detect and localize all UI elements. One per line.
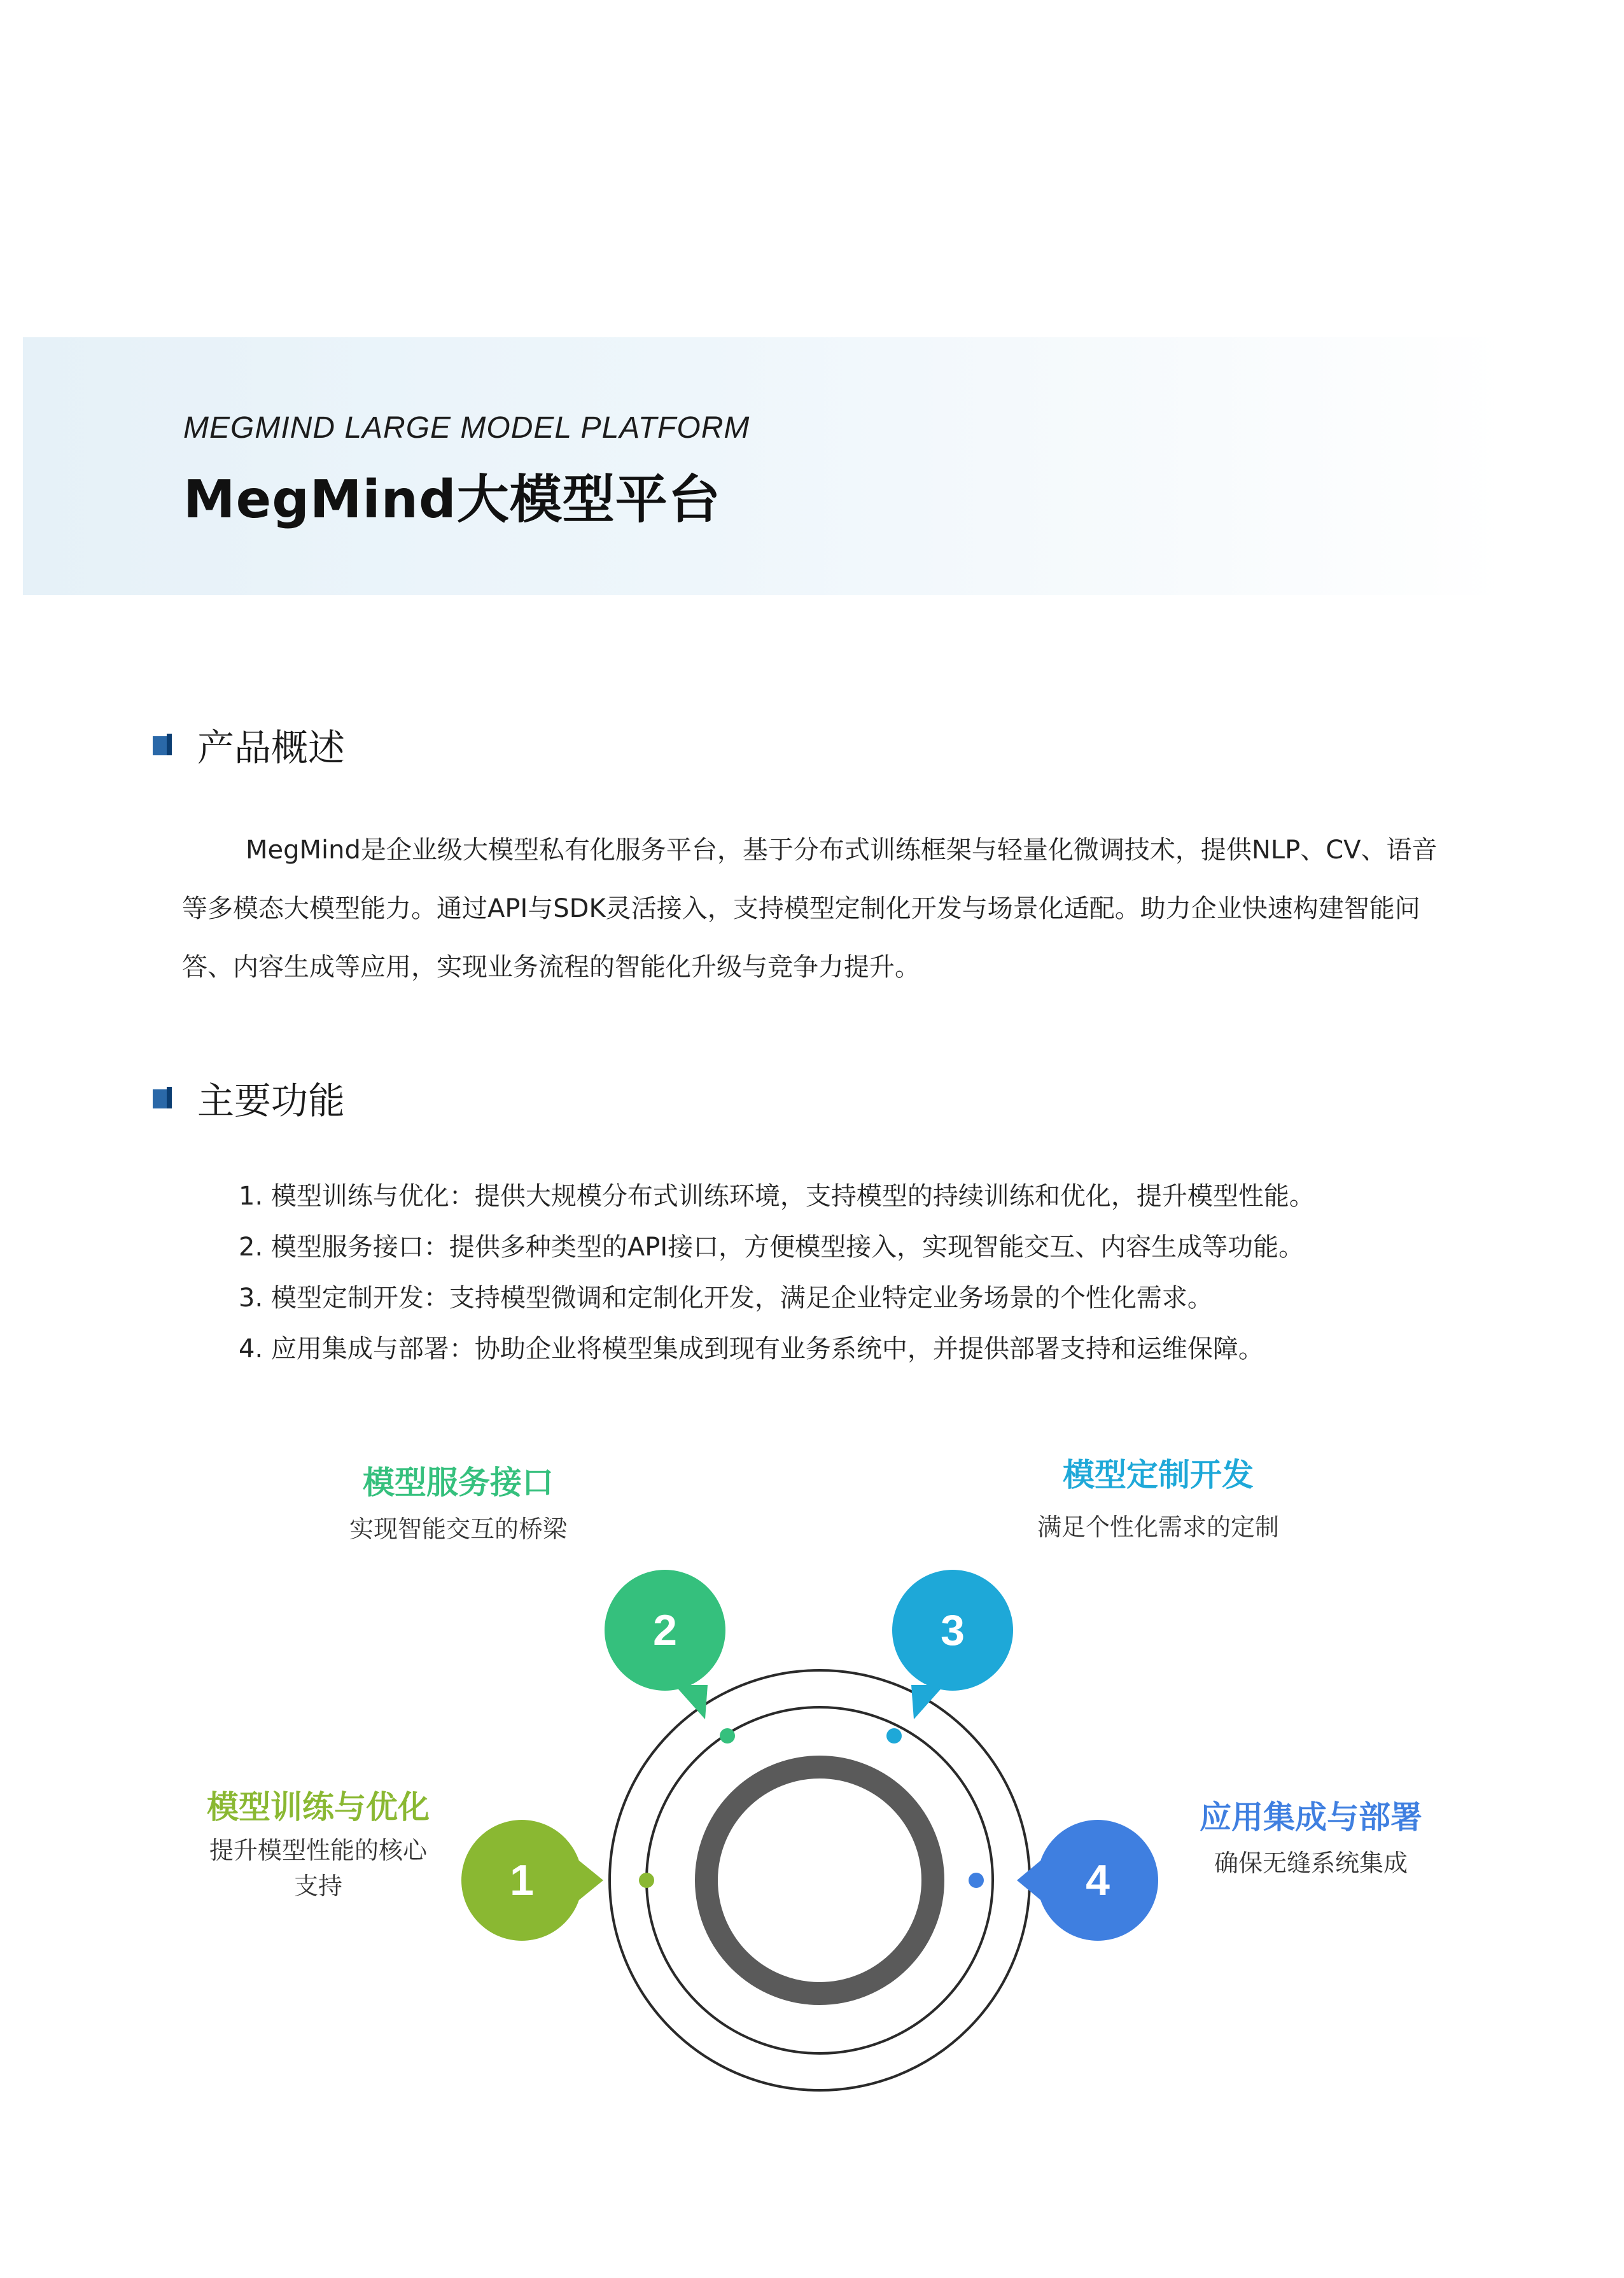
section-header-overview: [153, 722, 345, 767]
section-marker-icon: [153, 734, 172, 755]
node-subtitle-2: 实现智能交互的桥梁: [349, 1515, 567, 1543]
ring-dot-2: [720, 1728, 735, 1743]
overview-paragraph: MegMind是企业级大模型私有化服务平台，基于分布式训练框架与轻量化微调技术，提供NLP、CV、语音等多模态大模型能力。通过API与SDK灵活接入，支持模型定制化开发与场景化适配。助力企业快速构建智能问答、内容生成等应用，实现业务流程的智能化升级与竞争力提升。: [182, 835, 1438, 982]
section-title-features: 主要功能: [197, 1079, 346, 1122]
feature-diagram: [0, 1432, 1624, 2132]
node-title-4: 应用集成与部署: [1200, 1799, 1422, 1836]
page-title: MegMind大模型平台: [183, 470, 721, 530]
feature-item: 4. 应用集成与部署：协助企业将模型集成到现有业务系统中，并提供部署支持和运维保障。: [239, 1334, 1264, 1364]
core-ring: [706, 1767, 933, 1994]
section-header-features: [153, 1075, 345, 1120]
node-subtitle-3: 满足个性化需求的定制: [1037, 1513, 1279, 1541]
feature-item: 2. 模型服务接口：提供多种类型的API接口，方便模型接入，实现智能交互、内容生成等功能。: [239, 1233, 1305, 1262]
node-subtitle-1-line2: 支持: [293, 1872, 342, 1900]
ring-dot-4: [969, 1873, 984, 1888]
node-number-2: 2: [653, 1606, 677, 1654]
banner-subtitle-en: MEGMIND LARGE MODEL PLATFORM: [183, 411, 750, 445]
node-title-1: 模型训练与优化: [207, 1789, 430, 1826]
outer-ring: [610, 1670, 1030, 2090]
node-number-4: 4: [1086, 1856, 1110, 1904]
node-title-2: 模型服务接口: [363, 1464, 554, 1501]
feature-list: [239, 1171, 1315, 1374]
node-subtitle-4: 确保无缝系统集成: [1214, 1849, 1408, 1877]
node-number-1: 1: [510, 1856, 534, 1904]
node-number-3: 3: [941, 1606, 965, 1654]
feature-item: 3. 模型定制开发：支持模型微调和定制化开发，满足企业特定业务场景的个性化需求。: [239, 1283, 1213, 1313]
ring-dot-1: [639, 1873, 654, 1888]
node-subtitle-1: [191, 1833, 445, 1904]
section-marker-icon: [153, 1087, 172, 1108]
ring-dot-3: [886, 1728, 902, 1743]
node-subtitle-1-line1: 提升模型性能的核心: [209, 1836, 427, 1864]
section-title-overview: 产品概述: [197, 726, 346, 769]
feature-item: 1. 模型训练与优化：提供大规模分布式训练环境，支持模型的持续训练和优化，提升模型性能。: [239, 1182, 1315, 1211]
node-title-3: 模型定制开发: [1063, 1457, 1254, 1493]
